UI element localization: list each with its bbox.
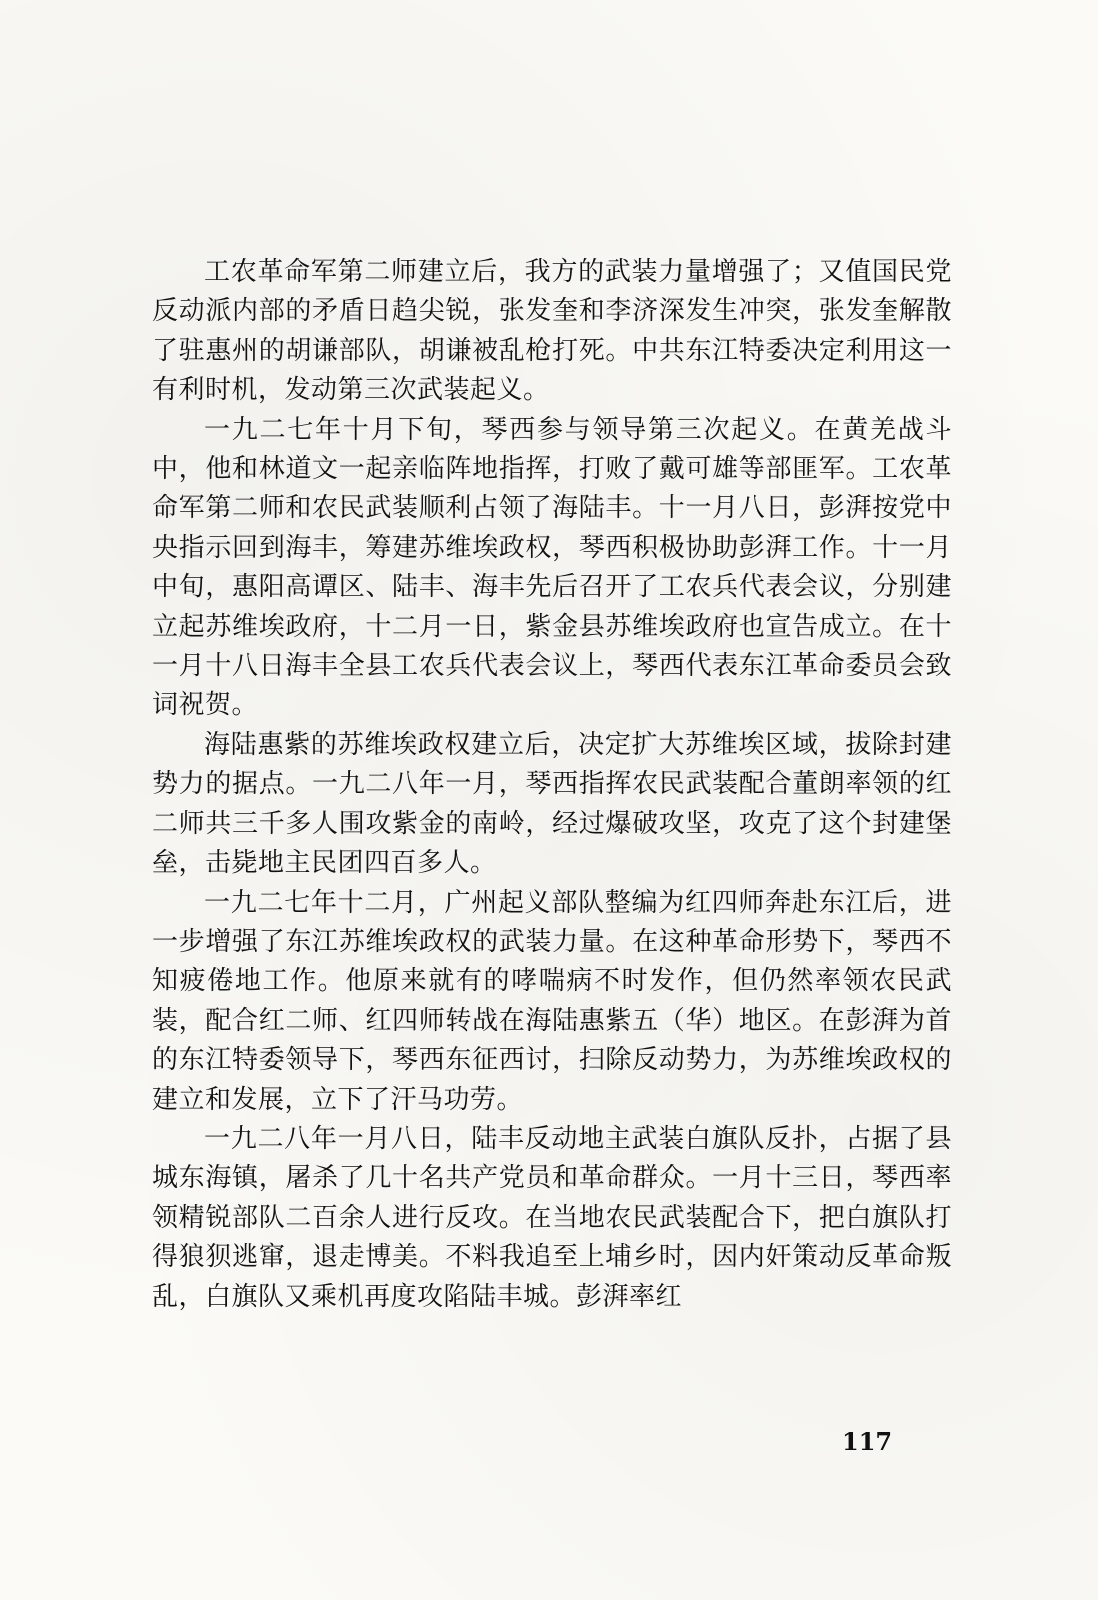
paragraph-4: 一九二七年十二月，广州起义部队整编为红四师奔赴东江后，进一步增强了东江苏维埃政权的武装力量。在这种革命形势下，琴西不知疲倦地工作。他原来就有的哮喘病不时发作，但仍然率领农民武装，配合红二师、红四师转战在海陆惠紫五（华）地区。在彭湃为首的东江特委领导下，琴西东征西讨，扫除反动势力，为苏维埃政权的建立和发展，立下了汗马功劳。 bbox=[152, 887, 952, 1115]
paragraph-3: 海陆惠紫的苏维埃政权建立后，决定扩大苏维埃区域，拔除封建势力的据点。一九二八年一月，琴西指挥农民武装配合董朗率领的红二师共三千多人围攻紫金的南岭，经过爆破攻坚，攻克了这个封建堡垒，击毙地主民团四百多人。 bbox=[152, 729, 952, 879]
page-number: 117 bbox=[842, 1427, 893, 1456]
paragraph-5: 一九二八年一月八日，陆丰反动地主武装白旗队反扑，占据了县城东海镇，屠杀了几十名共产党员和革命群众。一月十三日，琴西率领精锐部队二百余人进行反攻。在当地农民武装配合下，把白旗队打得狼狈逃窜，退走博美。不料我追至上埔乡时，因内奸策动反革命叛乱，白旗队又乘机再度攻陷陆丰城。彭湃率红 bbox=[152, 1123, 952, 1312]
paragraph-2: 一九二七年十月下旬，琴西参与领导第三次起义。在黄羌战斗中，他和林道文一起亲临阵地指挥，打败了戴可雄等部匪军。工农革命军第二师和农民武装顺利占领了海陆丰。十一月八日，彭湃按党中央指示回到海丰，筹建苏维埃政权，琴西积极协助彭湃工作。十一月中旬，惠阳高谭区、陆丰、海丰先后召开了工农兵代表会议，分别建立起苏维埃政府，十二月一日，紫金县苏维埃政府也宣告成立。在十一月十八日海丰全县工农兵代表会议上，琴西代表东江革命委员会致词祝贺。 bbox=[152, 414, 952, 721]
body-text bbox=[152, 253, 952, 1317]
paragraph-1: 工农革命军第二师建立后，我方的武装力量增强了；又值国民党反动派内部的矛盾日趋尖锐，张发奎和李济深发生冲突，张发奎解散了驻惠州的胡谦部队，胡谦被乱枪打死。中共东江特委决定利用这一有利时机，发动第三次武装起义。 bbox=[152, 257, 952, 406]
